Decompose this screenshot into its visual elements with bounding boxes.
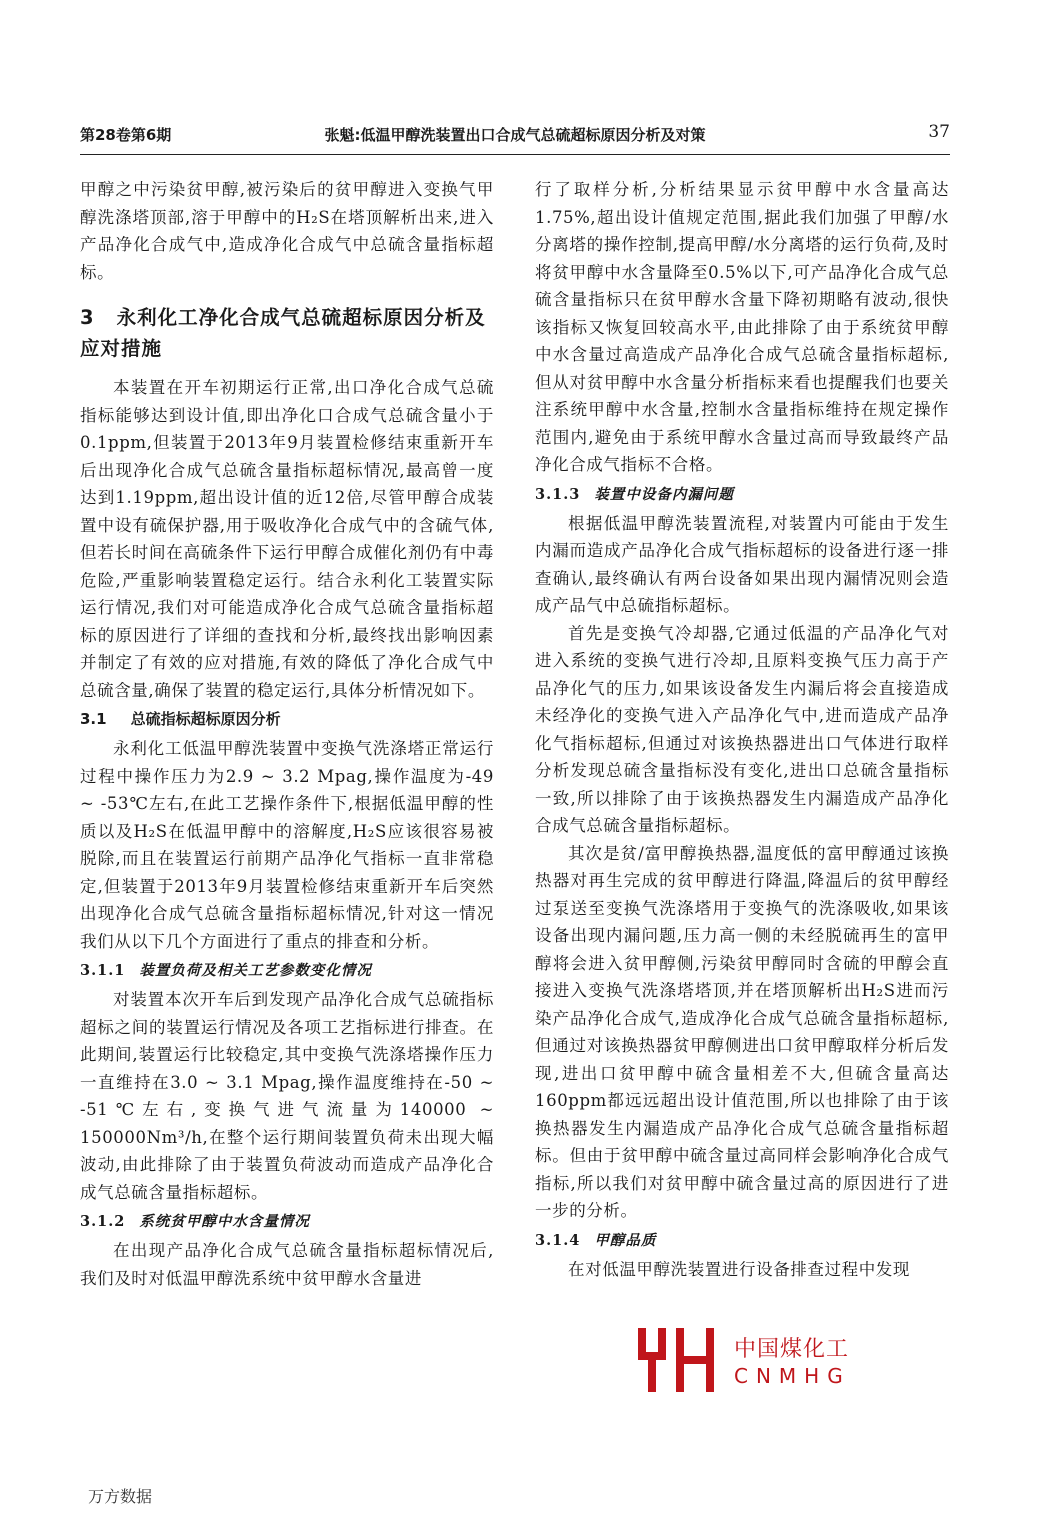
paragraph: 在出现产品净化合成气总硫含量指标超标情况后,我们及时对低温甲醇洗系统中贫甲醇水含量进 — [80, 1241, 494, 1288]
right-column — [535, 176, 949, 1283]
section-3-1-3-heading — [535, 481, 949, 508]
watermark-cn-text: 中国煤化工 — [734, 1337, 850, 1362]
section-title: 装置负荷及相关工艺参数变化情况 — [139, 962, 372, 979]
header-rule — [80, 154, 950, 155]
paragraph: 根据低温甲醇洗装置流程,对装置内可能由于发生内漏而造成产品净化合成气指标超标的设备进行逐一排查确认,最终确认有两台设备如果出现内漏情况则会造成产品气中总硫指标超标。 — [535, 513, 949, 615]
section-number: 3.1.2 — [80, 1213, 126, 1230]
running-header — [80, 122, 950, 148]
section-title: 总硫指标超标原因分析 — [130, 710, 281, 728]
section-number: 3.1 — [80, 710, 107, 728]
paragraph: 甲醇之中污染贫甲醇,被污染后的贫甲醇进入变换气甲醇洗涤塔顶部,溶于甲醇中的H₂S在塔顶解析出来,进入产品净化合成气中,造成净化合成气中总硫含量指标超标。 — [80, 180, 494, 282]
section-3-1-2-heading — [80, 1208, 494, 1235]
section-number: 3.1.1 — [80, 962, 126, 979]
section-number: 3 — [80, 306, 95, 329]
paragraph: 其次是贫/富甲醇换热器,温度低的富甲醇通过该换热器对再生完成的贫甲醇进行降温,降温后的贫甲醇经过泵送至变换气洗涤塔用于变换气的洗涤吸收,如果该设备出现内漏问题,压力高一侧的未经脱硫再生的富甲醇将会进入贫甲醇侧,污染贫甲醇同时含硫的甲醇会直接进入变换气洗涤塔塔顶,并在塔顶解析出H₂S进而污染产品净化合成气,造成净化合成气总硫含量指标超标,但通过对该换热器贫甲醇侧进出口贫甲醇取样分析后发现,进出口贫甲醇中硫含量相差不大,但硫含量高达160ppm都远远超出设计值范围,所以也排除了由于该换热器发生内漏造成产品净化合成气总硫含量指标超标。但由于贫甲醇中硫含量过高同样会影响净化合成气指标,所以我们对贫甲醇中硫含量过高的原因进行了进一步的分析。 — [535, 843, 949, 1220]
yh-logo-icon — [636, 1322, 732, 1394]
paragraph: 在对低温甲醇洗装置进行设备排查过程中发现 — [568, 1259, 910, 1279]
paragraph: 永利化工低温甲醇洗装置中变换气洗涤塔正常运行过程中操作压力为2.9 ~ 3.2 Mpag,操作温度为-49 ~ -53℃左右,在此工艺操作条件下,根据低温甲醇的性质以及H₂S在低温甲醇中的溶解度,H₂S应该很容易被脱除,而且在装置运行前期产品净化气指标一直非常稳定,但装置于2013年9月装置检修结束重新开车后突然出现净化合成气总硫含量指标超标情况,针对这一情况我们从以下几个方面进行了重点的排查和分析。 — [80, 739, 494, 951]
watermark-logo — [636, 1322, 858, 1394]
page-number: 37 — [928, 122, 950, 142]
section-title: 系统贫甲醇中水含量情况 — [139, 1213, 310, 1230]
section-3-heading — [80, 302, 494, 364]
section-title: 永利化工净化合成气总硫超标原因分析及应对措施 — [80, 306, 486, 360]
journal-volume: 第28卷第6期 — [80, 126, 172, 144]
section-number: 3.1.4 — [535, 1231, 581, 1249]
paragraph: 行了取样分析,分析结果显示贫甲醇中水含量高达1.75%,超出设计值规定范围,据此我们加强了甲醇/水分离塔的操作控制,提高甲醇/水分离塔的运行负荷,及时将贫甲醇中水含量降至0.5%以下,可产品净化合成气总硫含量指标只在贫甲醇水含量下降初期略有波动,很快该指标又恢复回较高水平,由此排除了由于系统贫甲醇中水含量过高造成产品净化合成气总硫含量指标超标,但从对贫甲醇中水含量分析指标来看也提醒我们也要关注系统甲醇中水含量,控制水含量指标维持在规定操作范围内,避免由于系统甲醇水含量过高而导致最终产品净化合成气指标不合格。 — [535, 180, 949, 474]
section-number: 3.1.3 — [535, 485, 581, 503]
watermark-en-text: CNMHG — [734, 1364, 851, 1388]
section-3-1-heading — [80, 706, 494, 733]
paragraph: 对装置本次开车后到发现产品净化合成气总硫指标超标之间的装置运行情况及各项工艺指标进行排查。在此期间,装置运行比较稳定,其中变换气洗涤塔操作压力一直维持在3.0 ~ 3.1 Mpag,操作温度维持在-50 ~ -51℃左右,变换气进气流量为140000 ~ 150000Nm³/h,在整个运行期间装置负荷未出现大幅波动,由此排除了由于装置负荷波动而造成产品净化合成气总硫含量指标超标。 — [80, 990, 494, 1202]
left-column — [80, 176, 494, 1292]
section-title: 装置中设备内漏问题 — [594, 485, 734, 503]
paragraph: 本装置在开车初期运行正常,出口净化合成气总硫指标能够达到设计值,即出净化口合成气总硫含量小于0.1ppm,但装置于2013年9月装置检修结束重新开车后出现净化合成气总硫含量指标超标情况,最高曾一度达到1.19ppm,超出设计值的近12倍,尽管甲醇合成装置中设有硫保护器,用于吸收净化合成气中的含硫气体,但若长时间在高硫条件下运行甲醇合成催化剂仍有中毒危险,严重影响装置稳定运行。结合永利化工装置实际运行情况,我们对可能造成净化合成气总硫含量指标超标的原因进行了详细的查找和分析,最终找出影响因素并制定了有效的应对措施,有效的降低了净化合成气中总硫含量,确保了装置的稳定运行,具体分析情况如下。 — [80, 378, 494, 700]
section-3-1-1-heading — [80, 957, 494, 984]
section-3-1-4-heading — [535, 1227, 949, 1254]
section-title: 甲醇品质 — [594, 1231, 657, 1249]
footer-source: 万方数据 — [88, 1487, 153, 1506]
running-title: 张魁:低温甲醇洗装置出口合成气总硫超标原因分析及对策 — [324, 126, 706, 144]
paragraph: 首先是变换气冷却器,它通过低温的产品净化气对进入系统的变换气进行冷却,且原料变换气压力高于产品净化气的压力,如果该设备发生内漏后将会直接造成未经净化的变换气进入产品净化气中,进而造成产品净化气指标超标,但通过对该换热器进出口气体进行取样分析发现总硫含量指标没有变化,进出口总硫含量指标一致,所以排除了由于该换热器发生内漏造成产品净化合成气总硫含量指标超标。 — [535, 623, 949, 835]
